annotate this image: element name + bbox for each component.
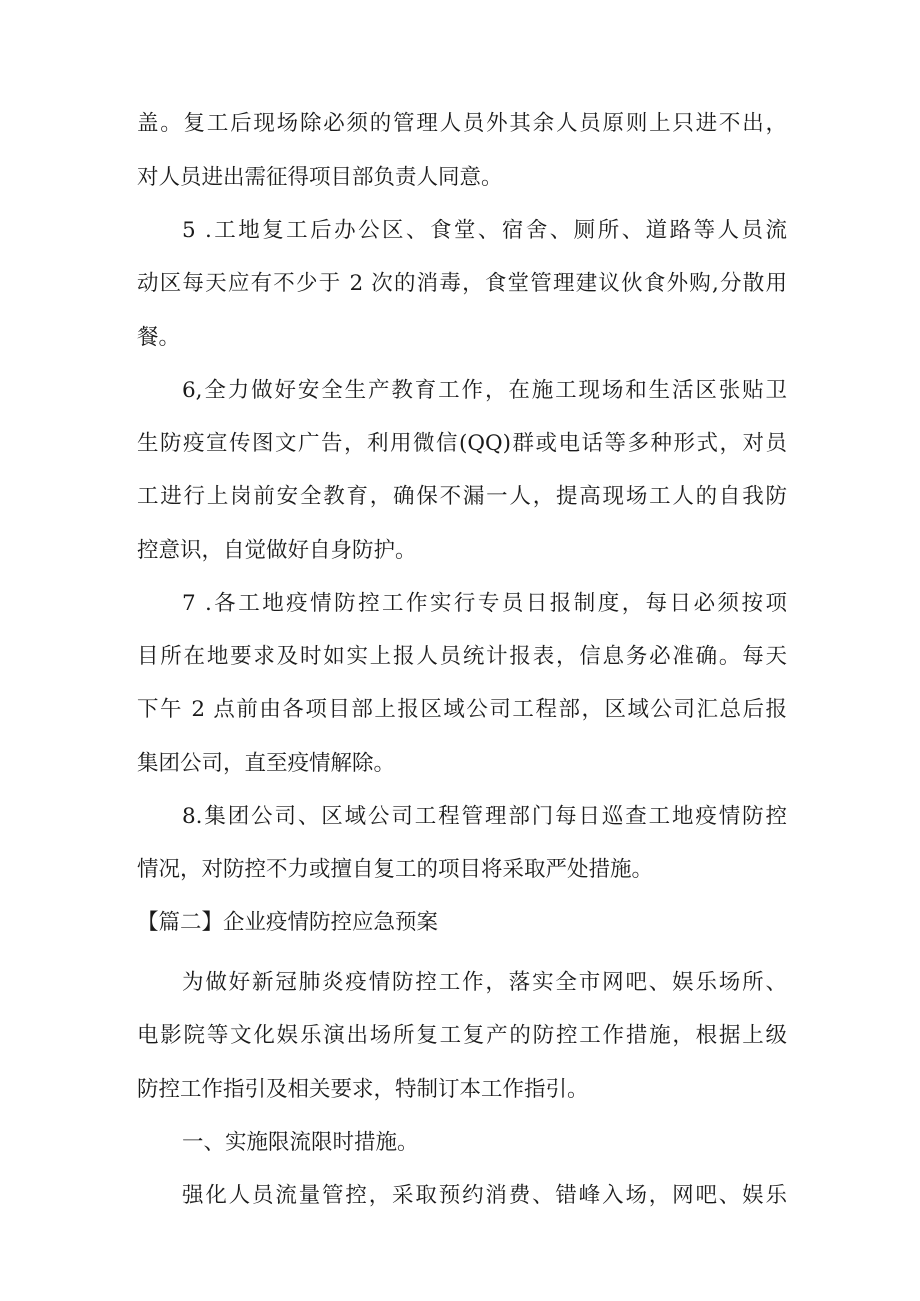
text-line: 盖。复工后现场除必须的管理人员外其余人员原则上只进不出， xyxy=(137,111,787,136)
text-line: 生防疫宣传图文广告，利用微信(QQ)群或电话等多种形式，对员 xyxy=(137,431,787,456)
text-line: 6,全力做好安全生产教育工作，在施工现场和生活区张贴卫 xyxy=(182,378,787,403)
text-line: 控意识，自觉做好自身防护。 xyxy=(137,538,417,563)
text-line: 目所在地要求及时如实上报人员统计报表，信息务必准确。每天 xyxy=(137,644,787,669)
text-line: 强化人员流量管控，采取预约消费、错峰入场，网吧、娱乐 xyxy=(182,1183,787,1208)
text-line: 动区每天应有不少于 2 次的消毒，食堂管理建议伙食外购,分散用 xyxy=(137,271,787,296)
text-line: 情况，对防控不力或擅自复工的项目将采取严处措施。 xyxy=(137,857,654,882)
text-line: 餐。 xyxy=(137,325,181,350)
text-line: 防控工作指引及相关要求，特制订本工作指引。 xyxy=(137,1077,589,1102)
text-line: 8.集团公司、区域公司工程管理部门每日巡查工地疫情防控 xyxy=(182,804,787,829)
text-line: 集团公司，直至疫情解除。 xyxy=(137,751,396,776)
text-line: 下午 2 点前由各项目部上报区域公司工程部，区域公司汇总后报 xyxy=(137,697,787,722)
text-line: 7 .各工地疫情防控工作实行专员日报制度，每日必须按项 xyxy=(182,591,787,616)
text-line: 为做好新冠肺炎疫情防控工作，落实全市网吧、娱乐场所、 xyxy=(182,970,787,995)
text-line: 工进行上岗前安全教育，确保不漏一人，提高现场工人的自我防 xyxy=(137,484,787,509)
text-line: 对人员进出需征得项目部负责人同意。 xyxy=(137,165,503,190)
text-line: 电影院等文化娱乐演出场所复工复产的防控工作措施，根据上级 xyxy=(137,1023,787,1048)
section-heading: 【篇二】企业疫情防控应急预案 xyxy=(137,910,439,935)
subsection-heading: 一、实施限流限时措施。 xyxy=(182,1130,419,1155)
text-line: 5 .工地复工后办公区、食堂、宿舍、厕所、道路等人员流 xyxy=(182,218,787,243)
